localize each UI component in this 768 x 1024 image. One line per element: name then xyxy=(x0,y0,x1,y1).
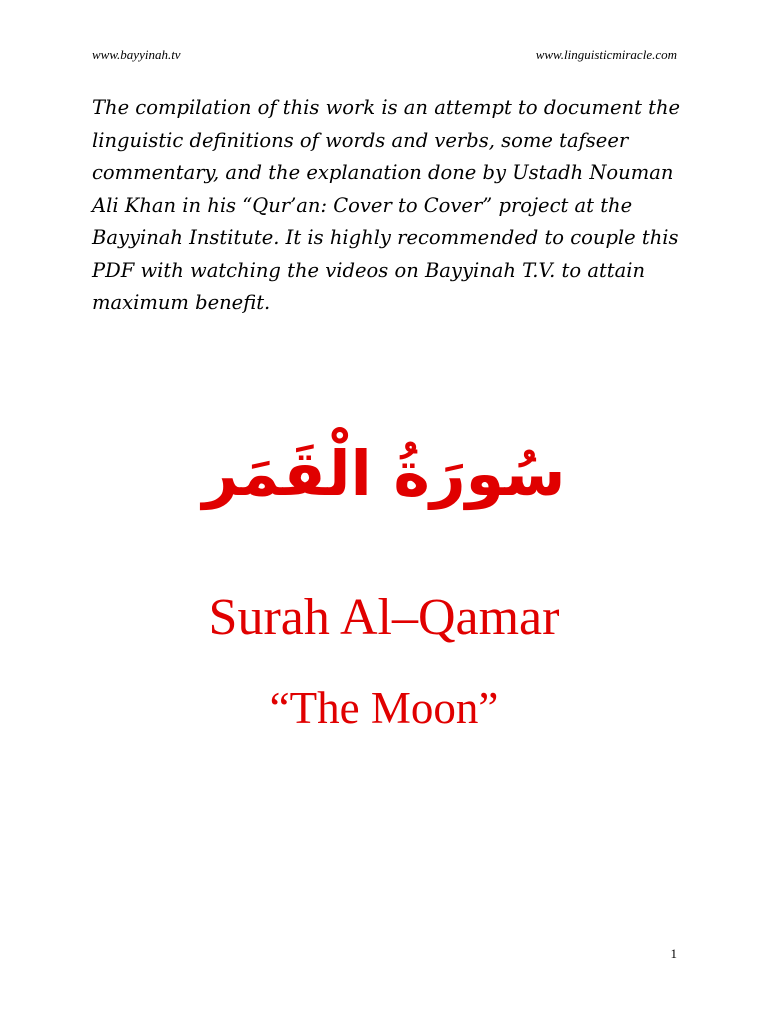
header-link-bayyinah[interactable]: www.bayyinah.tv xyxy=(92,47,181,62)
header-link-linguisticmiracle[interactable]: www.linguisticmiracle.com xyxy=(535,47,677,62)
surah-subtitle: “The Moon” xyxy=(269,683,499,733)
page-number: 1 xyxy=(670,946,677,961)
intro-paragraph: The compilation of this work is an attempt to document the linguistic definitions of words and verbs, some tafseer commentary, and the explanation done by Ustadh Nouman Ali Khan in his “Qur’an: Cover to Cover” project at the Bayyinah Institute. It is highly recommended to couple this PDF with watching the videos on Bayyinah T.V. to attain maximum benefit. xyxy=(92,96,681,314)
arabic-surah-title: سُورَةُ الْقَمَر xyxy=(202,437,566,510)
surah-title: Surah Al–Qamar xyxy=(208,589,560,646)
